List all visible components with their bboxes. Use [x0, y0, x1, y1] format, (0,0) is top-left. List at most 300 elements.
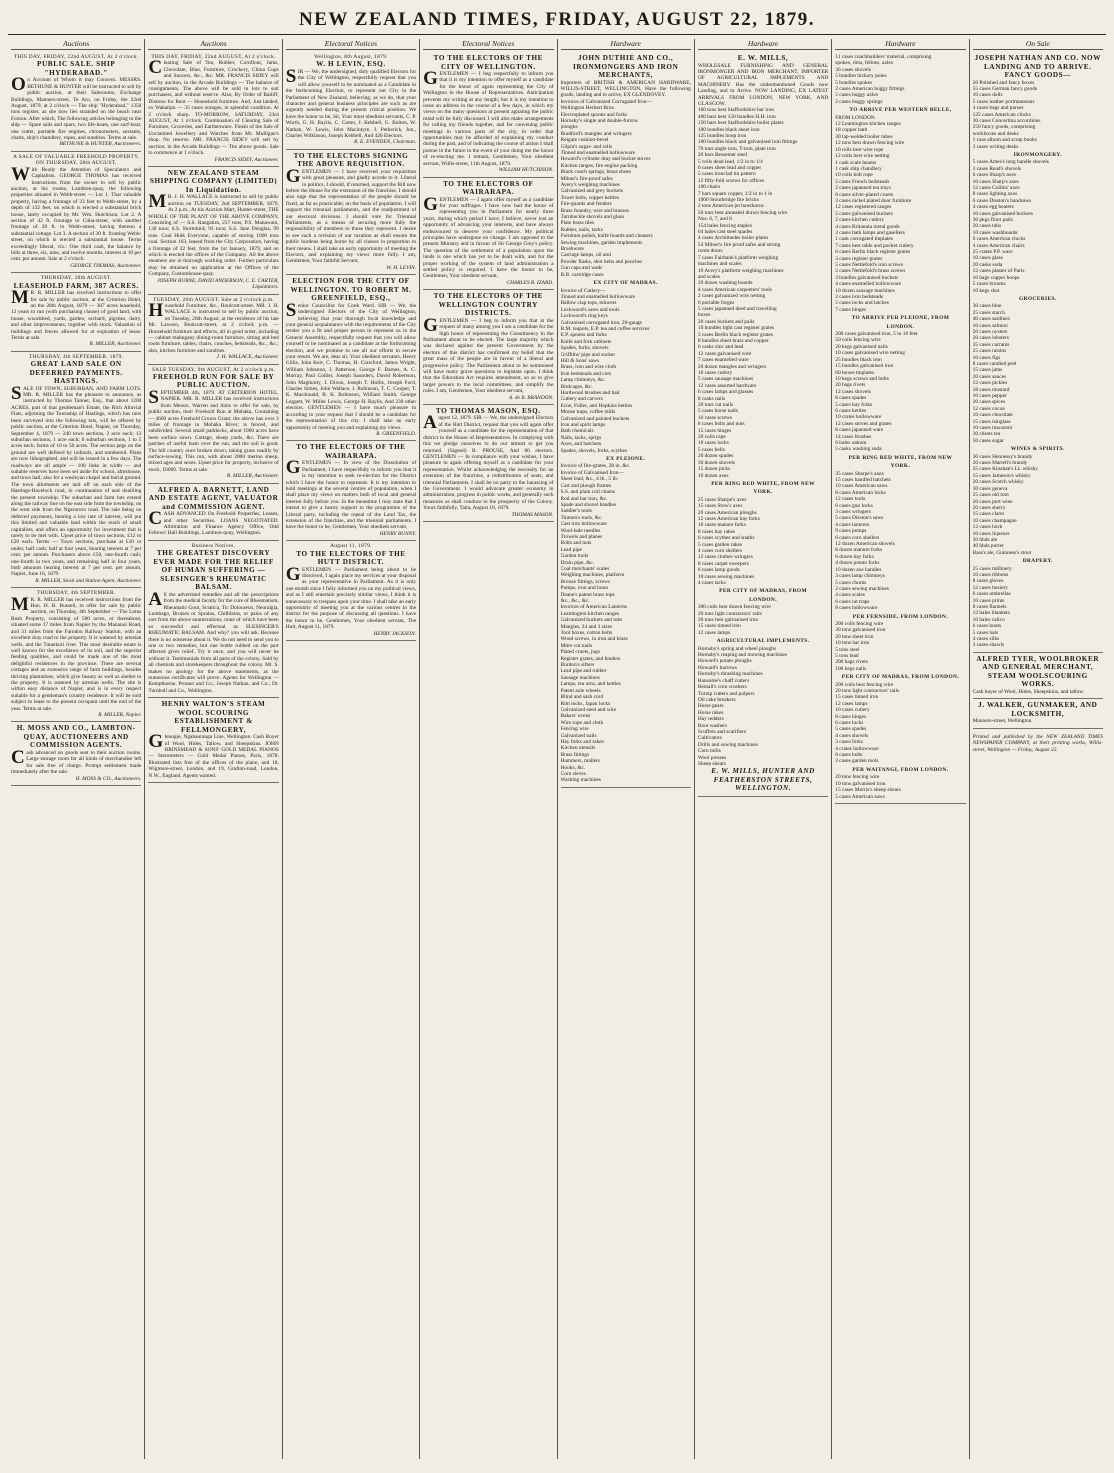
column-heading: Auctions [148, 39, 278, 50]
list-item: 60 boxes tinplates [835, 369, 875, 376]
list-item: 5 cases hats [972, 629, 999, 636]
drop-cap: C [11, 746, 25, 768]
hardware-advertisement [835, 52, 965, 804]
list-item: Cart and plough frames [560, 482, 612, 489]
list-item: 6 cases umbrellas [972, 591, 1011, 598]
ad-body: Senior Councillor for Cook Ward. SIR — We, the undersigned Electors of the City of Wellington, believing that your thorough local knowledge and your general acquaintance with the requirements of the City render you a fit and proper person to represent us in the General Assembly, respectfully request that you will allow yourself to be nominated as a candidate at the forthcoming election, and we promise to use all our efforts to secure your return. We are, dear sir, Your obedient servants, Henry Gillis, John Kerr, C. Thomas, H. Crawford, James Wright, William Johnston, J. Patterson, George F. Barnes, A. C. Murray, Paul Collier, Joseph Saunders, David Robertson, John Maginnity, J. Dixon, Joseph T. Hollis, Joseph Ford, Charles Simes, John Wallace, J. Robinson, T. C. Cooper, T. K. Macdonald, R. K. Robinson, William Smith, George Leggett, W. Miller Lewis, George H. Baylis, And 230 other electors. GENTLEMEN — I have much pleasure in according to your request that I should be a candidate for the representation of this city. I shall take an early opportunity of meeting you and explaining my views. [285, 299, 417, 431]
list-item: Plate brass tiles [560, 220, 595, 227]
list-item: Wood screws, in iron and brass [560, 636, 628, 643]
list-item: Griffiths' pipe and socket [560, 351, 615, 358]
list-item: 12 cases tools [835, 496, 866, 503]
list-item: Invoices of American Lanterns [560, 604, 628, 611]
list-item: Bronze fittings, screws [560, 578, 611, 585]
list-item: Spades, forks, shovels [560, 345, 609, 352]
list-item: Mitre cut nails [560, 642, 592, 649]
list-item: 10 cases Sharp's axes [972, 178, 1019, 185]
list-item: 8 cases hollowware [835, 605, 878, 612]
list-item: 1 cask corrugated tinplates [835, 236, 893, 243]
list-item: Pumps, iron and brass [560, 585, 609, 592]
list-item: 10 bales calico [972, 616, 1005, 623]
list-item: 3 cases wringers [835, 509, 871, 516]
drop-cap: C [148, 57, 163, 79]
list-item: 6 casks zinc and lead [697, 344, 744, 351]
list-item: 12 cases stoves and grates [835, 420, 892, 427]
list-item: 12 cases plaster of Paris [972, 268, 1025, 275]
list-item: 5 bundles spokes [835, 79, 873, 86]
ad-body: GENTLEMEN — In view of the Dissolution of Parliament, I have respectfully to inform you that it is my intention to seek re-election for the District which I have the honor to represent. It is my intention to hold meetings at the several centres of population, when I shall place my views on matters both of local and general interest fully before you. In the meantime I may state that I intend to give a hearty support to the programme of the Liberal party, including the repeal of the Land Tax, the extension of the franchise, and the triennial parliaments. I have the honor to be, Gentlemen, Your obedient servant, [285, 457, 417, 531]
list-item: 6 cases silver-plated cruets [835, 191, 894, 198]
list-item: 10 cases glass [972, 255, 1003, 262]
drop-cap: G [423, 314, 438, 336]
list-item: 30 cases blue [972, 303, 1002, 310]
list-item: 10 cases washboards [972, 229, 1018, 236]
list-item: 10 bags copper hoops [972, 274, 1020, 281]
list-item: Kitchen ranges, fire engine packing [560, 162, 638, 169]
list-subheading: PER CITY OF MADRAS, FROM [719, 588, 807, 595]
list-item: 3 cases writing desks [972, 143, 1019, 150]
list-item: Rim locks, Japan locks [560, 700, 611, 707]
list-item: 12 coils best wire netting [835, 153, 890, 160]
ad-body: All the advertised remedies and all the prescriptions from the medical faculty for the cure of Rheumatism, Rheumatic Gout, Sciatica, Tic Doloureux, Neuralgia, Lumbago, Bruises or Sprains, Chilblains, or pains of any sort from the above enumerations, none of which have been so successful and effectual as SLESINGER'S RHEUMATIC BALSAM. And why? you will ask. Because there is no nonsense about it. We do not need to send you to one or two remedies, but one bottle rubbed on the part affected gives relief. Try it once, and you will never be without it. Testimonials from all parts of the colony. Sold by all chemists and storekeepers throughout the colony. Mr. S. makes no apology for the above statements, as the numerous certificates will prove. Agents for Wellington — Kempthorne, Prosser and Co.; Joseph Nathan, and Co.; Dr. Turnbull and Co., Wellington. [148, 588, 279, 694]
list-item: Galvanized steel and wire [560, 706, 617, 713]
list-item: 100 bundles black and galvanised iron fittings [697, 139, 798, 146]
list-item: 10 cases sewing machines [697, 573, 755, 580]
list-item: 8 cases American locks [835, 489, 886, 496]
column-auctions-2 [144, 39, 281, 1459]
list-item: 100 kegs nails [835, 665, 867, 672]
list-item: 3 cases register grates [835, 255, 883, 262]
list-item: 30 tons galvanised iron [835, 627, 886, 634]
drop-cap: S [285, 299, 297, 321]
list-item: Wellington Herbert Bros. [560, 105, 616, 112]
ad-title: NEW ZEALAND STEAM SHIPPING COMPANY (LIMITED) In Liquidation. [149, 168, 278, 194]
list-item: 12 dozen American shovels [835, 541, 895, 548]
list-item: Oil cake breakers [697, 696, 736, 703]
drop-cap: M [11, 287, 29, 309]
list-item: 7 bars square copper, 1/2 in to 1 in [697, 190, 773, 197]
list-item: 300 coils best drawn fencing wire [697, 604, 771, 611]
list-item: 3 cases garden tools [835, 758, 879, 765]
ad-body: Cash advanced on goods sent to their auction rooms. Large storage room for all kinds of merchandise left for sale free of charge. Prompt settlement made immediately after the sale. [11, 746, 142, 776]
column-hardware-1 [557, 39, 694, 1459]
list-item: 10 cases cutlery [697, 370, 733, 376]
list-item: Trowels and planes [560, 533, 603, 540]
list-item: Hornsby's reaping and mowing machines [697, 652, 787, 659]
ad-title: TO THOMAS MASON, ESQ. [435, 406, 541, 415]
column-heading: On Sale [973, 39, 1103, 50]
list-item: 8 cases flannels [972, 604, 1007, 610]
list-item: 10 dozen sausage machines [835, 287, 895, 294]
list-subheading: IRONMONGERY. [1013, 151, 1062, 158]
ad-title: TO THE ELECTORS OF WAIRARAPA. [443, 179, 534, 196]
list-item: FROM LONDON. [835, 114, 876, 121]
list-item: Coal merchants' scales [560, 565, 610, 572]
list-item: 10 cases chocolate [972, 412, 1013, 419]
list-item: 20 tons fencing wire [835, 774, 880, 781]
list-item: 5 cases Nettlefold's iron screws [835, 262, 903, 268]
list-item: 2 cases kitchen cutlery [835, 217, 885, 224]
list-item: Saddler's tools [560, 508, 592, 515]
ad-title: TO THE ELECTORS OF THE CITY OF WELLINGTON. [433, 54, 544, 71]
list-item: Invoice of Cutlery— [560, 287, 606, 294]
ad-body: SIR — We, the undersigned, duly qualified Electors for the City of Wellington, respectfully request that you will allow yourself to be nominated as a Candidate in the forthcoming Election, to represent our City in the Parliament of New Zealand, believing, as we do, that your character and general business principles are such as are urgently needed during the present critical position. We have the honor to be, Sir, Your most obedient servants, C. P. Worth, G. H. Baylis, C. Carter, J. Kebbell, G. Bolton, W. Nathan, W. Lewis, John Macintyre, J. Petherick, Jun., Charles Wilkinson, Joseph Kebbell, And 426 Electors. [285, 65, 417, 139]
advertisement [148, 698, 278, 783]
list-item: 1 cask scale beams [835, 159, 877, 166]
list-item: 100 bundles black sheet iron [697, 126, 760, 133]
list-item: 12 cases Collins' axes [972, 185, 1020, 191]
list-item: B.B. cartridge cases [560, 271, 604, 278]
list-item: Blind and sash cord [560, 694, 604, 701]
ad-footer: E. W. MILLS, HUNTER AND FEATHERSTON STREETS, WELLINGTON. [711, 767, 815, 793]
advertisement [11, 52, 141, 152]
list-item: Bradford's mangles and wringers [560, 130, 632, 137]
list-item: Lamp chimneys, &c. [560, 377, 606, 384]
ad-signature: W. H. LEVIN. [386, 264, 417, 271]
ad-dateline: Business Notices. [191, 542, 236, 549]
ad-signature: HENRY BUNNY. [379, 530, 417, 537]
column-heading: Hardware [561, 39, 691, 50]
list-item: 10 rolls best wire rope [835, 146, 884, 153]
ad-dateline: THURSDAY, 28th AUGUST. [40, 275, 112, 282]
list-item: 8 cases gloves [972, 578, 1004, 585]
list-item: 12 cases shovels [835, 388, 871, 395]
list-item: 12 fifty-fold screws for offices [697, 177, 764, 184]
list-item: 12 cases lamps [835, 700, 868, 707]
list-item: 8 cases japanned ware [835, 427, 884, 434]
drop-cap: G [423, 193, 438, 215]
list-item: 20 cases spices [972, 399, 1006, 406]
list-item: 25 cases Sharpe's axes [697, 496, 747, 503]
hardware-advertisement [698, 52, 828, 797]
column-heading: Electoral Notices [286, 39, 416, 50]
list-item: Ransome's chaff cutters [697, 677, 750, 684]
list-item: 10 bundles light cast register grates [697, 325, 775, 332]
advertisement [286, 441, 416, 541]
ad-dateline: THIS DAY, FRIDAY, 22nd AUGUST, At 2 o'clock. [151, 54, 276, 60]
list-subheading: TO ARRIVE PER WESTERN BELLE, [849, 107, 952, 114]
list-item: E.P. spoons and forks [560, 332, 607, 339]
list-item: 20 cases buckets and pails [697, 318, 755, 325]
list-item: 6 cases locks [835, 720, 864, 727]
advertisement [423, 52, 553, 178]
list-item: 15 dozen picks [697, 466, 731, 473]
list-item: 10 cases macaroni [972, 425, 1013, 432]
list-subheading: LONDON. [886, 323, 915, 330]
list-item: Sheet lead, &c., 4 lb., 5 lb. [560, 476, 618, 483]
list-item: ploughs [560, 124, 578, 131]
ad-body: M R. J. H. WALLACE is instructed to sell by public auction on TUESDAY, 2nd SEPTEMBER, 1879, At 2 p.m., At his Auction Mart, Hunter-street, THE WHOLE OF THE PLANT OF THE ABOVE COMPANY, Consisting of — S.S. Rangatira, 237 tons; P.S. Manawatu, 130 tons; S.S. Stormbird, 93 tons; S.S. Jane Douglas, 99 tons. Coal Hulk Everyone, capable of storing 1000 tons coal. Section 163, leased from the City Corporation, having a frontage of 22 feet, from the 1st January, 1879, and on which is erected the offices of the Company. All the above steamers are in thorough working order. Further particulars may be obtained on application at the Offices of the Company, Customhouse-quay. [148, 191, 279, 278]
list-item: 10 cases figs [972, 354, 1001, 361]
list-item: 10 cases liqueurs [972, 530, 1010, 537]
list-item: 5 cases buggy axles [835, 92, 878, 99]
advertisement [148, 295, 278, 365]
list-item: 6 cases sheet lead and copper [697, 165, 762, 171]
ad-body: Cash buyer of Wool, Hides, Sheepskins, and tallow. [972, 688, 1085, 695]
list-item: Weighing machines, platform [560, 572, 625, 579]
list-item: 10 cases manure forks [697, 522, 746, 529]
list-item: 6 cases rat traps [835, 598, 870, 605]
ad-signature: R. GREENFIELD. [376, 430, 417, 437]
list-item: 15 bundles galvanised iron [835, 363, 894, 370]
list-item: 3 cases bath lamps and gaseliers [835, 229, 905, 236]
list-item: Galvanised corrugated iron, 26-gauge [560, 319, 642, 326]
list-item: 2 cases Nettlefold's brass screws [835, 268, 906, 275]
list-item: Hooks, &c. [560, 764, 586, 771]
list-item: 6 cases scythes and snaths [697, 535, 755, 542]
ad-signature: A. de B. BRANDON. [508, 394, 554, 401]
list-item: 15 cases isinglass [972, 418, 1011, 425]
list-item: 10 cases salmon [972, 322, 1008, 329]
list-item: 54 Milner's fire proof safes and strong [697, 241, 781, 248]
column-heading: Hardware [698, 39, 828, 50]
column-hardware-2 [694, 39, 831, 1459]
list-item: 25 cases starch [972, 309, 1005, 316]
ad-title: ALFRED TYER, WOOLBROKER AND GENERAL MERCHANT, STEAM WOOLSCOURING WORKS. [976, 654, 1100, 689]
ad-intro: WHOLESALE FURNISHING AND GENERAL IRONMONGER AND IRON MERCHANT, IMPORTER OF AGRICULTURAL IMPLEMENTS AND MACHINERY. Has the undermentioned Goods now Landing, and to Arrive. NOW LANDING, EX LATEST ARRIVALS FROM LONDON, NEW YORK, AND GLASGOW. [697, 62, 829, 107]
advertisement [11, 352, 141, 589]
drop-cap: M [148, 191, 167, 213]
list-item: 9 cases pumps [835, 528, 867, 535]
advertisement [286, 52, 416, 150]
list-item: Sheep shears [697, 760, 726, 767]
list-item: 5 cases brooms [972, 281, 1006, 288]
list-item: 8 casks nails [697, 395, 726, 402]
list-item: 5 cases spades [835, 726, 867, 733]
list-subheading: PER RING RED WHITE, FROM NEW [711, 480, 815, 487]
list-item: 3 cases forks [835, 739, 864, 746]
list-item: Corn mills [697, 748, 721, 755]
list-item: 20 casks soda [972, 261, 1003, 268]
list-item: 8 cases spades [835, 395, 867, 402]
list-item: 20 cases port wine [972, 498, 1013, 505]
list-item: Brass fittings [560, 751, 590, 758]
drop-cap: S [148, 386, 159, 408]
list-item: 20 cases Scotch whisky [972, 479, 1024, 486]
list-item: 55 cases German fancy goods [972, 85, 1037, 92]
list-item: Brass foundry, wire and brasses [560, 207, 629, 214]
list-item: 20 cases American ploughs [697, 509, 757, 516]
list-item: 5 cases leather portmanteaus [972, 98, 1035, 105]
list-item: 15 cases hinges [697, 427, 732, 434]
list-item: Tool boxes, cotton bolts [560, 630, 613, 637]
advertisement [423, 405, 553, 522]
list-item: 3 cases Berlin black register grates [697, 331, 773, 338]
list-item: 10 dozen axe handles [835, 566, 882, 573]
list-item: Cast iron hollowware [560, 521, 607, 528]
list-item: 2 cases American buggy fittings [835, 86, 905, 93]
list-item: Rod and bar iron, &c. [560, 495, 608, 502]
list-item: 5 coils dead lead, 1/2 in to 1/4 [697, 158, 763, 165]
list-item: 6 cases Disston's handsaws [972, 197, 1032, 204]
list-item: Invoice of fire-grates, 28 in. &c. [560, 463, 631, 470]
ad-body: CASH ADVANCED On Freehold Properties, Leases, and other Securities. LOANS NEGOTIATED. Arbitration and Finance Agency Office, Odd Fellows' Hall Buildings, Lambton-quay, Wellington. [148, 508, 279, 537]
list-item: Bolts and nuts [560, 540, 592, 547]
advertisement [11, 152, 141, 273]
list-item: 4 cases enamelled hollowware [835, 281, 901, 288]
list-item: Knife and fork cabinets [560, 338, 612, 345]
advertisement [148, 484, 278, 541]
list-item: 6 cases American clocks [972, 236, 1026, 243]
list-item: Hay forks and rakes [560, 738, 604, 745]
list-item: Birdcages, &c. [560, 383, 593, 390]
ad-intro: Importers of BRITISH & AMERICAN HARDWARE, WILLIS-STREET, WELLINGTON, Have the following goods, landing and to arrive, EX GLENDOVEY. [560, 79, 691, 99]
list-item: Avery's weighing machines [560, 182, 620, 188]
list-item: 30 cases Concertina accordions [972, 117, 1041, 124]
list-item: Kitchen utensils [560, 745, 596, 752]
list-item: Powder flasks, shot belts and pouches [560, 258, 643, 265]
list-item: 20 dozen mangles and wringers [697, 363, 767, 370]
list-item: 6 portable forges [697, 299, 735, 306]
list-item: 10 cases prints [972, 597, 1005, 604]
list-item: Galvanized and painted buckets [560, 415, 630, 422]
list-item: 8 dozen manure forks [835, 547, 883, 554]
list-item: Bass's ale, Guinness's stout [972, 549, 1032, 556]
advertisement [973, 699, 1103, 728]
list-item: 6 cases kettles [835, 407, 867, 414]
list-item: 4 cases American carpenters' tools [697, 286, 772, 293]
ad-title: TO THE ELECTORS SIGNING THE ABOVE REQUISITION. [293, 151, 409, 169]
list-item: boxes [697, 312, 711, 319]
ad-title: H. MOSS AND CO., LAMBTON-QUAY, AUCTIONEERS AND COMMISSION AGENTS. [16, 724, 136, 750]
list-item: 8 cases hinges [835, 713, 867, 720]
list-item: 6 cases lamp goods [697, 567, 740, 574]
list-item: Spades, shovels, forks, scythes [560, 447, 627, 454]
list-item: Hammers, mallets [560, 758, 600, 765]
list-item: 5 bundles hickory poles [835, 73, 887, 80]
list-item: 5 casks washing soda [835, 446, 882, 453]
drop-cap: G [148, 731, 164, 753]
list-item: 100 chairs [697, 184, 721, 191]
list-item: Gun caps and wads [560, 265, 603, 272]
list-item: 70 tons angle iron, T-iron, plate iron [697, 145, 776, 152]
ad-body: M R. R. MILLER has received instructions to offer for sale by public auction, at the Criterion Hotel, on the 28th August, 1879 — 387 acres leasehold, 12 years to run (with purchasing clause) of good land, with house, woodshed, yards, garden, orchard, pigsties, dairy, and other improvements; together with stock. Valuation of buildings and fences allowed for at expiration of lease. Terms at sale. [11, 287, 142, 341]
advertisement [148, 365, 278, 484]
drop-cap: S [11, 382, 22, 404]
ad-body: Manners-street, Wellington. [972, 718, 1033, 725]
list-item: 15 cases tinned iron [697, 623, 741, 630]
list-item: 15 cases tinned iron [835, 694, 879, 701]
advertisement [148, 167, 278, 295]
list-item: 1 case album and scrap books [972, 137, 1037, 144]
list-item: 30 cases Hennessy's brandy [972, 453, 1033, 460]
list-item: 25 cases millinery [972, 565, 1012, 572]
advertisement [286, 275, 416, 441]
list-item: 4 cases American chairs [972, 242, 1025, 249]
list-item: 20 tons cut nails [697, 402, 734, 409]
list-item: 6 cases corn shellers [835, 534, 880, 541]
list-item: 20 tons light contractors' rails [835, 688, 900, 694]
list-item: 20 tons sheet iron [835, 633, 874, 640]
list-item: Brass, iron and wire cloth [560, 364, 617, 371]
ad-title: JOHN DUTHIE AND CO., IRONMONGERS AND IRON MERCHANTS, [572, 54, 679, 79]
list-item: Galvanized nails [560, 732, 597, 739]
list-subheading: PER FERNSIDE, FROM LONDON. [852, 613, 949, 620]
list-item: 14 cases brushes [835, 433, 872, 440]
list-item: 4 cases shovels [835, 732, 869, 739]
list-item: 10 cases champagne [972, 517, 1017, 524]
list-item: 125 cases American clocks [972, 111, 1031, 118]
ad-title: FREEHOLD RUN FOR SALE BY PUBLIC AUCTION. [152, 372, 275, 390]
list-item: Galvanized and grey buckets [560, 188, 623, 195]
list-item: room doors [697, 248, 723, 255]
list-item: 150 bars best Staffordshire boiler plates [697, 120, 784, 127]
list-item: 5 cases American saws [835, 793, 885, 800]
list-subheading: PER RING RED WHITE, FROM NEW [848, 454, 953, 461]
list-item: Sewing machines, garden implements [560, 239, 643, 246]
list-item: Black coach springs, brass shoes [560, 169, 632, 176]
list-item: 7 cases best table and pocket cutlery [835, 242, 914, 249]
list-item: 18 copper bath [835, 127, 868, 134]
list-item: 154 bales fencing staples [697, 222, 752, 229]
list-item: 50 cases oysters [972, 328, 1008, 335]
list-item: Carriage lamps, oil and [560, 252, 611, 259]
list-item: 3 bundles galvanised buckets [835, 274, 899, 281]
list-item: 5 cases bells [697, 446, 725, 453]
list-item: 10 tons bar iron [835, 640, 870, 647]
list-item: Brushware [560, 246, 584, 253]
list-item: Hill & Sons' saws [560, 357, 600, 364]
list-item: Axes, and hatchets [560, 441, 602, 448]
column-electoral-1 [282, 39, 419, 1459]
ad-title: HENRY WALTON'S STEAM WOOL SCOURING ESTABLISHMENT & FELLMONGERY, [161, 700, 266, 734]
list-item: 8 cases candied peel [972, 360, 1017, 367]
list-item: 6 cases Sharp's axes [972, 172, 1016, 179]
list-item: Nails, tacks, sprigs [560, 434, 602, 441]
ad-signature: JOSEPH BURNE, DAVID ANDERSON, C. E. CARTER, Liquidators. [157, 277, 279, 291]
list-item: 4 cases Britannia metal goods [835, 223, 900, 230]
advertisement [973, 653, 1103, 699]
list-item: 2 cases buggy springs [835, 98, 883, 105]
list-item: Rubber, nails, tacks [560, 226, 603, 233]
list-item: Corn sieves [560, 770, 586, 777]
list-item: 12 cases cocoa [972, 405, 1005, 412]
list-item: 6 dozen hay forks [835, 553, 874, 560]
ad-signature: CHARLES R. IZARD. [506, 279, 554, 286]
advertisement [11, 588, 141, 722]
list-item: 3 cases nickel plated door furniture [835, 197, 912, 204]
ad-dateline: A SALE OF VALUABLE FREEHOLD PROPERTY, ON THURSDAY, 28th AUGUST, [13, 153, 140, 167]
drop-cap: M [11, 593, 29, 615]
list-item: 5 cases Disston's saws [835, 515, 884, 522]
list-item: 25 bundles black iron [835, 356, 882, 363]
drop-cap: G [423, 68, 438, 89]
list-subheading: GROCERIES. [1018, 295, 1057, 302]
list-item: Turnbuckle shovels and glass [560, 214, 624, 221]
list-item: 5 cases churns [835, 579, 867, 586]
ad-title: J. WALKER, GUNMAKER, AND LOCKSMITH, [978, 701, 1098, 718]
ad-signature: HENRY JACKSON. [373, 630, 417, 637]
ad-dateline: SALE TUESDAY, 9th AUGUST, At 2 o'clock p.m. [151, 366, 276, 373]
list-item: Sausage machines [560, 674, 600, 681]
list-item: 5 cases French bedsteads [835, 178, 890, 185]
column-heading: Auctions [11, 39, 141, 50]
list-item: Invoice of Galvanised Iron— [560, 469, 624, 476]
list-item: Cultivators [697, 735, 722, 742]
ad-signature: H. MOSS & CO., Auctioneers. [75, 775, 142, 782]
list-item: Hardwood brushes and hair [560, 390, 620, 396]
list-item: Drain pipe, &c. [560, 559, 595, 566]
list-item: 10 cases locks [697, 440, 729, 447]
column-electoral-2 [419, 39, 556, 1459]
ad-signature: FRANCIS SIDEY, Auctioneer. [214, 156, 279, 163]
ad-body: GENTLEMEN — I beg respectfully to inform you that it is my intention to offer myself as a candidate for the honor of again representing the City of Wellington in the House of Representatives. Anticipation prevents my writing at any length; but it is my intention to issue an address in the course of a few days, in which my views on the many questions at present agitating the public mind will be fully discussed. I will also make arrangements for calling my friends together, and for convening public meetings in various parts of the city, in order that opportunities may be afforded of explaining my conduct during the past, and of indicating the course of action I shall pursue in the future in the event of your doing me the honor of re-electing me. I remain, Gentlemen, Your obedient servant, Willis-street, 11th August, 1879. [423, 68, 554, 167]
list-item: 2 cases japanned tea trays [835, 185, 891, 192]
ad-title: E. W. MILLS, [737, 54, 789, 62]
list-item: 12 cases lamps [697, 629, 731, 636]
list-item: 200 coils fencing wire [835, 620, 884, 627]
list-item: 4 cases egg beaters [972, 204, 1014, 211]
list-item: 30 chests tea [972, 431, 1001, 438]
